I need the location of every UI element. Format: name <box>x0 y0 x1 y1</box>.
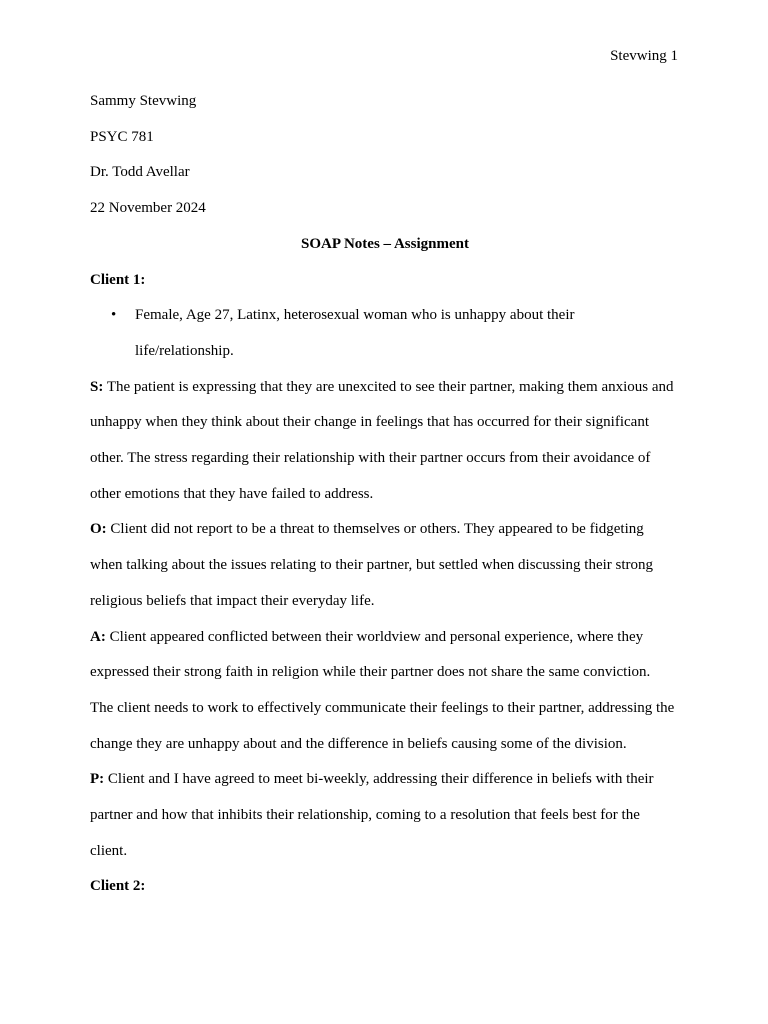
client-1-description-line: life/relationship. <box>135 342 234 359</box>
subjective-text: other emotions that they have failed to address. <box>90 485 374 502</box>
objective-text: Client did not report to be a threat to themselves or others. They appeared to be fidgeting <box>106 521 644 538</box>
assessment-section <box>90 620 680 763</box>
document-date: 22 November 2024 <box>90 200 206 217</box>
subjective-text: unhappy when they think about their change in feelings that has occurred for their significant <box>90 414 649 431</box>
course-code: PSYC 781 <box>90 128 154 145</box>
assessment-text: change they are unhappy about and the difference in beliefs causing some of the division. <box>90 735 627 752</box>
plan-text: client. <box>90 842 128 859</box>
objective-text: when talking about the issues relating to their partner, but settled when discussing their strong <box>90 557 654 574</box>
bullet-icon: • <box>111 307 117 324</box>
assessment-label: A: <box>90 628 106 645</box>
subjective-label: S: <box>90 378 104 395</box>
plan-text: Client and I have agreed to meet bi-weekly, addressing their difference in beliefs with their <box>104 771 654 788</box>
client-2-heading: Client 2: <box>90 878 146 895</box>
plan-text: partner and how that inhibits their relationship, coming to a resolution that feels best for the <box>90 807 640 824</box>
objective-label: O: <box>90 521 107 538</box>
instructor-name: Dr. Todd Avellar <box>90 164 190 181</box>
assessment-text: The client needs to work to effectively communicate their feelings to their partner, addressing the <box>90 699 675 716</box>
subjective-text: The patient is expressing that they are unexcited to see their partner, making them anxious and <box>103 378 674 395</box>
objective-text: religious beliefs that impact their everyday life. <box>90 592 375 609</box>
plan-label: P: <box>90 771 105 788</box>
client-1-heading: Client 1: <box>90 271 146 288</box>
client-1-description-line: Female, Age 27, Latinx, heterosexual woman who is unhappy about their <box>135 307 575 324</box>
plan-section <box>90 762 680 869</box>
author-name: Sammy Stevwing <box>90 93 197 109</box>
document-body <box>90 84 680 905</box>
assessment-text: Client appeared conflicted between their worldview and personal experience, where they <box>105 628 644 645</box>
subjective-text: other. The stress regarding their relationship with their partner occurs from their avoidance of <box>90 450 651 467</box>
assessment-text: expressed their strong faith in religion while their partner does not share the same conviction. <box>90 664 651 681</box>
running-head: Stevwing 1 <box>610 48 678 64</box>
document-title: SOAP Notes – Assignment <box>301 235 469 252</box>
objective-section <box>90 512 680 619</box>
client-1-description <box>90 298 680 369</box>
subjective-section <box>90 370 680 513</box>
